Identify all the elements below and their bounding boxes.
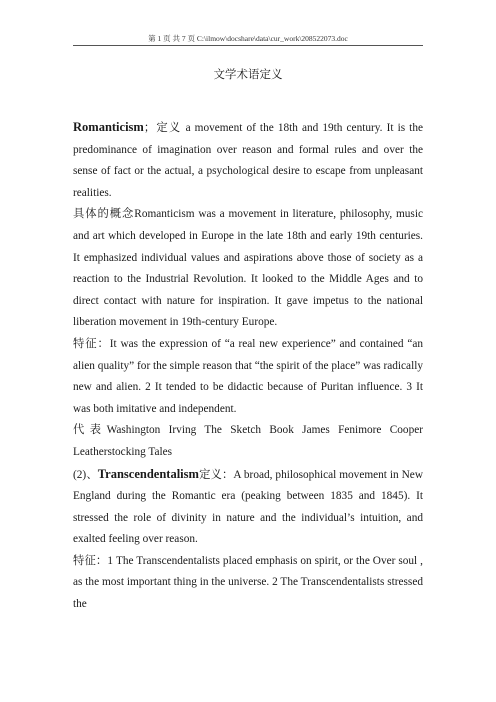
paragraph-transcendentalism-features <box>73 551 423 616</box>
paragraph-text: Washington Irving The Sketch Book James Fenimore Cooper Leatherstocking Tales <box>73 424 423 458</box>
representatives-label: 代表 <box>73 424 107 437</box>
paragraph-text: 1 The Transcendentalists placed emphasis on spirit, or the Over soul , as the most important thing in the universe. 2 The Transcendentalists stressed the <box>73 554 423 611</box>
section-number: (2)、 <box>73 468 98 481</box>
paragraph-text: Romanticism was a movement in literature, philosophy, music and art which developed in Europe in the late 18th and early 19th centuries. It emphasized individual values and aspirations above those of society as a reaction to the Industrial Revolution. It looked to the Middle Ages and to direct contact with nature for inspiration. It gave impetus to the national liberation movement in 19th-century Europe. <box>73 208 423 329</box>
paragraph-text: a movement of the 18th and 19th century. It is the predominance of imagination over reason and formal rules and over the sense of fact or the actual, a psychological desire to escape from unpleasant realities. <box>73 122 423 199</box>
paragraph-text: It was the expression of “a real new experience” and contained “an alien quality” for the simple reason that “the spirit of the place” was radically new and alien. 2 It tended to be didactic because of Puritan influence. 3 It was both imitative and independent. <box>73 337 423 415</box>
term-heading: Romanticism <box>73 120 144 134</box>
paragraph-romanticism-concept <box>73 204 423 334</box>
document-title: 文学术语定义 <box>213 69 283 81</box>
features-label: 特征： <box>73 337 110 350</box>
page-header: 第 1 页 共 7 页 C:\ilmow\docshare\data\cur_work\208522073.doc <box>148 34 348 43</box>
concept-label: 具体的概念 <box>73 208 135 221</box>
paragraph-romanticism-definition <box>73 117 423 204</box>
definition-label: ；定义 <box>143 122 182 134</box>
definition-label: 定义： <box>198 468 234 481</box>
paragraph-text: A broad, philosophical movement in New England during the Romantic era (peaking between 1835 and 1845). It stressed the role of divinity in nature and the individual’s intuition, and exalted feeling over reason. <box>73 468 423 546</box>
paragraph-transcendentalism-definition <box>73 464 423 551</box>
paragraph-romanticism-features <box>73 334 423 420</box>
term-heading: Transcendentalism <box>97 466 199 481</box>
header-divider <box>73 45 423 46</box>
features-label: 特征： <box>73 554 108 567</box>
paragraph-romanticism-representatives <box>73 420 423 463</box>
document-body <box>73 117 423 616</box>
